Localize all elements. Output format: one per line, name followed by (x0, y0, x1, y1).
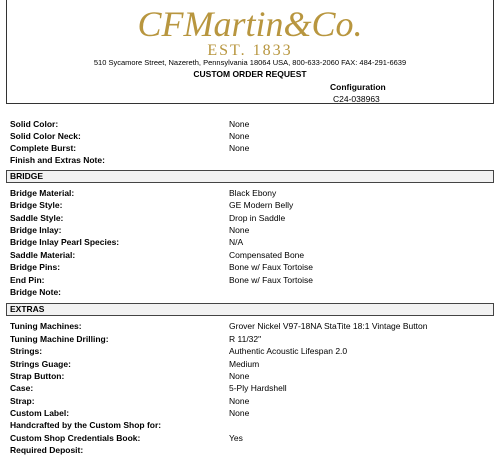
spec-label: Saddle Style: (10, 213, 64, 223)
spec-label: End Pin: (10, 275, 45, 285)
section-header-bridge: BRIDGE (6, 170, 494, 183)
spec-row (10, 286, 490, 298)
spec-label: Case: (10, 383, 34, 393)
spec-label: Required Deposit: (10, 445, 84, 455)
spec-row (10, 154, 490, 166)
spec-row (10, 358, 490, 370)
spec-row (10, 249, 490, 261)
spec-label: Finish and Extras Note: (10, 155, 105, 165)
spec-row (10, 407, 490, 419)
spec-label: Complete Burst: (10, 143, 77, 153)
logo-name: CFMartin&Co. (137, 4, 363, 44)
spec-label: Tuning Machine Drilling: (10, 334, 109, 344)
spec-value: Bone w/ Faux Tortoise (229, 262, 313, 272)
spec-label: Strap: (10, 396, 35, 406)
spec-row (10, 130, 490, 142)
spec-label: Bridge Style: (10, 200, 63, 210)
spec-label: Tuning Machines: (10, 321, 82, 331)
spec-label: Bridge Pins: (10, 262, 61, 272)
spec-label: Bridge Note: (10, 287, 61, 297)
spec-value: None (229, 119, 250, 129)
spec-label: Strings Guage: (10, 359, 71, 369)
spec-row (10, 274, 490, 286)
spec-label: Bridge Material: (10, 188, 75, 198)
spec-label: Saddle Material: (10, 250, 76, 260)
spec-value: None (229, 396, 250, 406)
spec-row (10, 142, 490, 154)
spec-row (10, 444, 490, 456)
spec-value: None (229, 131, 250, 141)
spec-row (10, 382, 490, 394)
spec-row (10, 199, 490, 211)
spec-row (10, 212, 490, 224)
header-box (6, 0, 494, 104)
spec-label: Strap Button: (10, 371, 65, 381)
martin-logo (7, 6, 493, 59)
spec-value: None (229, 225, 250, 235)
spec-value: Drop in Saddle (229, 213, 286, 223)
logo-est: EST. 1833 (207, 42, 293, 59)
spec-row (10, 345, 490, 357)
section-header-extras: EXTRAS (6, 303, 494, 316)
spec-row (10, 333, 490, 345)
spec-value: Yes (229, 433, 243, 443)
spec-label: Bridge Inlay Pearl Species: (10, 237, 120, 247)
spec-label: Solid Color Neck: (10, 131, 81, 141)
spec-row (10, 187, 490, 199)
spec-row (10, 419, 490, 431)
spec-value: None (229, 408, 250, 418)
company-address: 510 Sycamore Street, Nazereth, Pennsylvania 18064 USA, 800-633-2060 FAX: 484-291-6639 (93, 58, 407, 67)
document-title: CUSTOM ORDER REQUEST (193, 69, 307, 79)
spec-row (10, 236, 490, 248)
spec-value: N/A (229, 237, 244, 247)
spec-row (10, 370, 490, 382)
spec-value: Medium (229, 359, 260, 369)
configuration-value: C24-038963 (333, 94, 380, 104)
spec-row (10, 320, 490, 332)
spec-value: Black Ebony (229, 188, 277, 198)
spec-value: Compensated Bone (229, 250, 305, 260)
spec-row (10, 261, 490, 273)
spec-label: Solid Color: (10, 119, 59, 129)
spec-value: Authentic Acoustic Lifespan 2.0 (229, 346, 348, 356)
spec-label: Strings: (10, 346, 43, 356)
spec-label: Bridge Inlay: (10, 225, 62, 235)
spec-value: 5-Ply Hardshell (229, 383, 287, 393)
spec-row (10, 432, 490, 444)
spec-value: Bone w/ Faux Tortoise (229, 275, 313, 285)
spec-value: None (229, 371, 250, 381)
spec-row (10, 224, 490, 236)
spec-label: Handcrafted by the Custom Shop for: (10, 420, 162, 430)
spec-row (10, 395, 490, 407)
spec-row (10, 118, 490, 130)
spec-value: Grover Nickel V97-18NA StaTite 18:1 Vintage Button (229, 321, 428, 331)
spec-label: Custom Shop Credentials Book: (10, 433, 141, 443)
spec-value: GE Modern Belly (229, 200, 294, 210)
spec-value: R 11/32" (229, 334, 262, 344)
spec-value: None (229, 143, 250, 153)
spec-label: Custom Label: (10, 408, 70, 418)
configuration-label: Configuration (330, 82, 386, 92)
